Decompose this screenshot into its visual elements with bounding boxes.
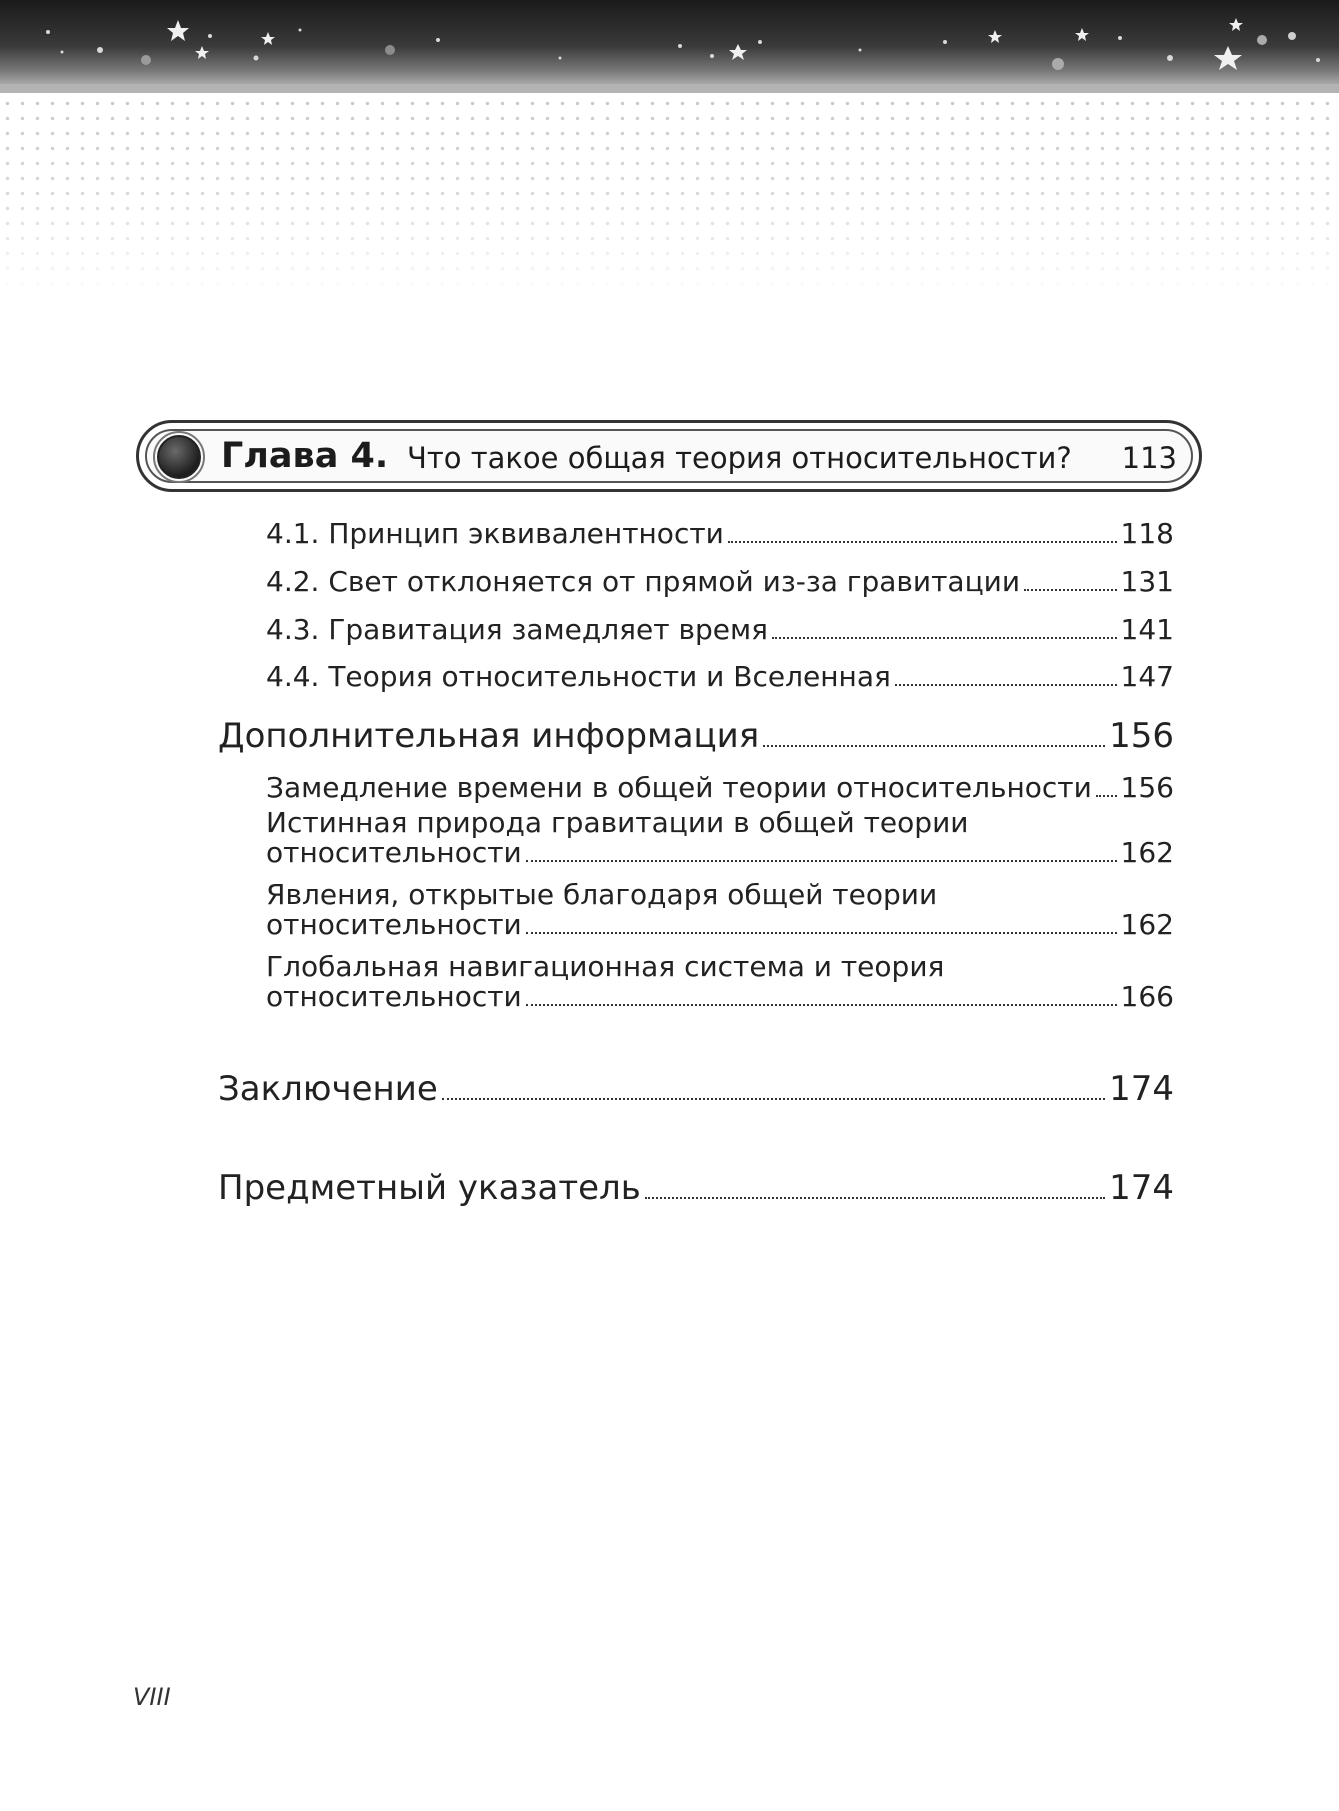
toc-entry-label-cont: относительности [266,980,522,1013]
dot-leader [526,1004,1117,1006]
toc-entry-page: 156 [1109,716,1174,756]
toc-entry-label: 4.1. Принцип эквивалентности [266,517,724,550]
dot-leader [645,1197,1105,1199]
dot-leader [763,745,1105,747]
toc-entry[interactable] [266,808,1174,868]
stars-decoration [0,0,1339,84]
toc-entry-label: Заключение [218,1069,438,1109]
page-number: VIII [133,1683,171,1711]
dot-leader [1096,795,1117,797]
toc-entry[interactable] [266,514,1174,550]
toc-entry[interactable] [266,657,1174,693]
toc-entry-page: 141 [1120,613,1174,646]
toc-entry-page: 147 [1120,660,1174,693]
toc-entry[interactable] [266,952,1174,1012]
chapter-label: Глава 4. [221,436,389,476]
toc-entry-label: Глобальная навигационная система и теория [266,950,945,983]
toc-entry-label: Замедление времени в общей теории относительности [266,771,1092,804]
chapter-title: Что такое общая теория относительности? [407,441,1072,475]
dot-leader [728,541,1117,543]
toc-entry-page: 166 [1120,980,1174,1013]
toc-major-entry[interactable] [218,712,1174,756]
toc-entry-label-cont: относительности [266,908,522,941]
toc-entry-page: 118 [1120,517,1174,550]
dot-leader [442,1098,1105,1100]
header-rule [0,84,1339,93]
toc-major-entry[interactable] [218,1065,1174,1109]
toc-entry[interactable] [266,610,1174,646]
dot-leader [895,684,1117,686]
toc-entry-label: Истинная природа гравитации в общей теории [266,806,969,839]
toc-entry[interactable] [266,880,1174,940]
toc-major-entry[interactable] [218,1164,1174,1208]
chapter-banner [136,420,1202,492]
dot-leader [526,932,1117,934]
toc-entry-label: 4.3. Гравитация замедляет время [266,613,768,646]
header-band [0,0,1339,84]
toc-entry-label: 4.2. Свет отклоняется от прямой из-за гравитации [266,565,1021,598]
dot-leader [526,860,1117,862]
toc-entry-label: Явления, открытые благодаря общей теории [266,878,938,911]
toc-entry-page: 162 [1120,908,1174,941]
toc-entry-label-cont: относительности [266,836,522,869]
chapter-badge-icon [157,435,201,479]
toc-entry-page: 156 [1120,771,1174,804]
toc-entry-page: 131 [1120,565,1174,598]
toc-entry-label: Дополнительная информация [218,716,760,756]
toc-entry-label: 4.4. Теория относительности и Вселенная [266,660,891,693]
toc-entry-page: 162 [1120,836,1174,869]
toc-entry-page: 174 [1109,1168,1174,1208]
dot-leader [772,637,1117,639]
toc-entry-page: 174 [1109,1069,1174,1109]
toc-entry[interactable] [266,562,1174,598]
dot-pattern [0,96,1339,296]
dot-leader [1024,589,1117,591]
toc-entry[interactable] [266,768,1174,804]
chapter-page: 113 [1121,441,1177,475]
toc-entry-label: Предметный указатель [218,1168,641,1208]
